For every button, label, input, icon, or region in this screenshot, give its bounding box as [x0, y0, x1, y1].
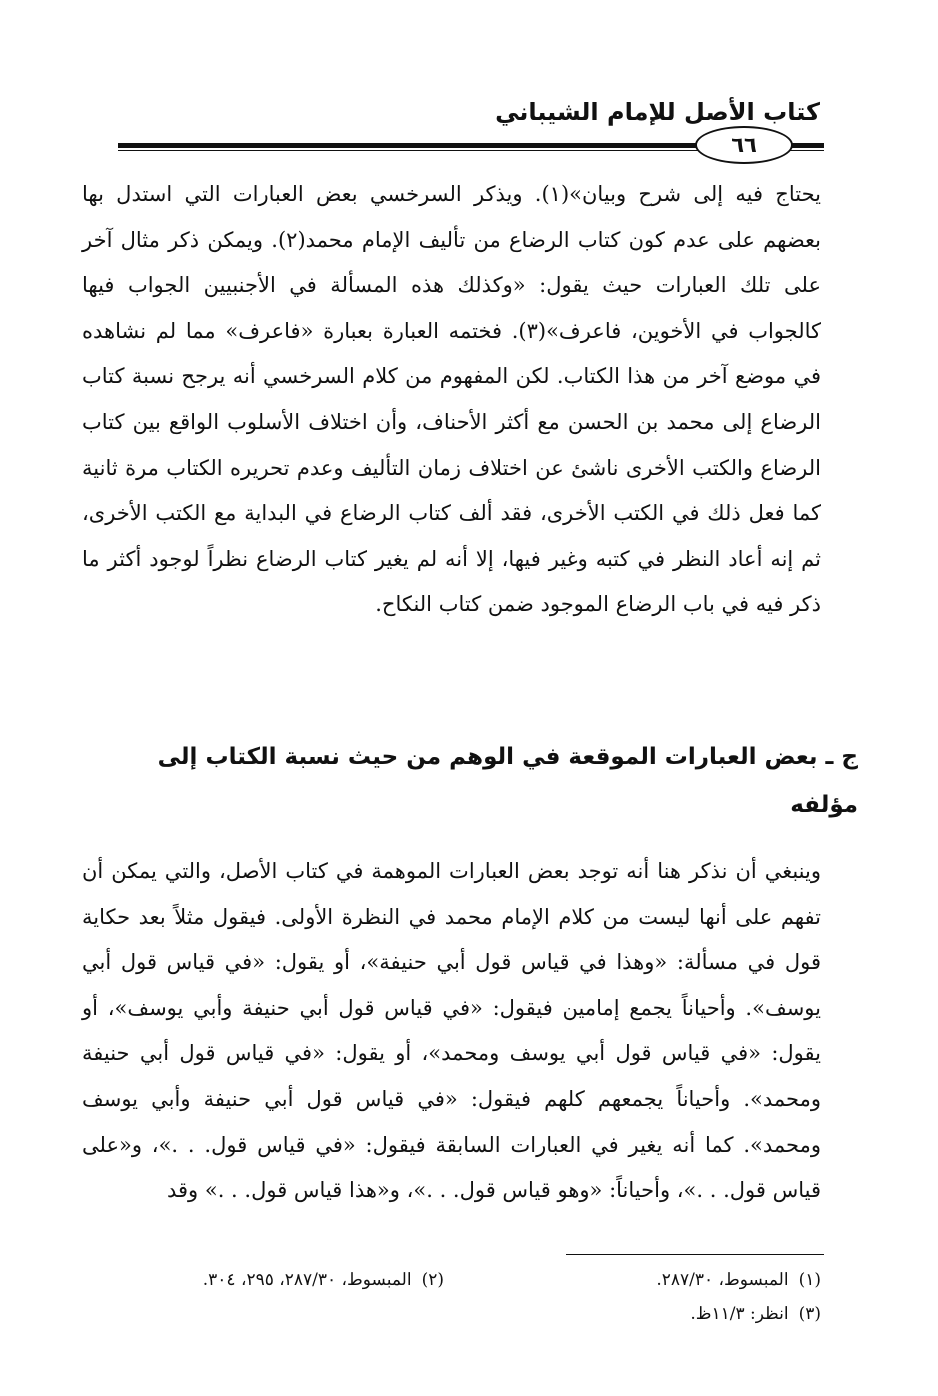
body-paragraph-1: يحتاج فيه إلى شرح وبيان»(١). ويذكر السرخسي بعض العبارات التي استدل بها بعضهم على عدم كون كتاب الرضاع من تأليف الإمام محمد(٢). ويمكن ذكر مثال آخر على تلك العبارات حيث يقول: «وكذلك هذه المسألة في الأجنبيين الجواب فيها كالجواب في الأخوين، فاعرف»(٣). فختمه العبارة بعبارة «فاعرف» مما لم نشاهده في موضع آخر من هذا الكتاب. لكن المفهوم من كلام السرخسي أنه يرجح نسبة كتاب الرضاع إلى محمد بن الحسن مع أكثر الأحناف، وأن اختلاف الأسلوب الواقع بين كتاب الرضاع والكتب الأخرى ناشئ عن اختلاف زمان التأليف وعدم تحريره الكتاب مرة ثانية كما فعل ذلك في الكتب الأخرى، فقد ألف كتاب الرضاع في البداية مع الكتب الأخرى، ثم إنه أعاد النظر في كتبه وغير فيها، إلا أنه لم يغير كتاب الرضاع نظراً لوجود أكثر ما ذكر فيه في باب الرضاع الموجود ضمن كتاب النكاح.	[82, 182, 822, 617]
footnote-2	[203, 1270, 444, 1290]
book-title: كتاب الأصل للإمام الشيباني	[495, 98, 820, 126]
page-number: ٦٦	[695, 126, 793, 164]
footnote-1	[656, 1270, 821, 1290]
footnote-rule	[566, 1254, 824, 1255]
footnote-number: (٢)	[421, 1270, 444, 1290]
body-paragraph-2: وينبغي أن نذكر هنا أنه توجد بعض العبارات الموهمة في كتاب الأصل، والتي يمكن أن تفهم على أنها ليست من كلام الإمام محمد في النظرة الأولى. فيقول مثلاً بعد حكاية قول في مسألة: «وهذا في قياس قول أبي حنيفة»، أو يقول: «في قياس قول أبي يوسف». وأحياناً يجمع إمامين فيقول: «في قياس قول أبي حنيفة وأبي يوسف»، أو يقول: «في قياس قول أبي يوسف ومحمد»، أو يقول: «في قياس قول أبي حنيفة ومحمد». وأحياناً يجمعهم كلهم فيقول: «في قياس قول أبي حنيفة وأبي يوسف ومحمد». كما أنه يغير في العبارات السابقة فيقول: «في قياس قول. . .»، و«على قياس قول. . .»، وأحياناً: «وهو قياس قول. . .»، و«هذا قياس قول. . .» وقد	[82, 859, 821, 1203]
footnote-3	[690, 1304, 821, 1324]
footnote-text: انظر: ١١/٣ظ.	[690, 1304, 789, 1324]
footnote-number: (١)	[798, 1270, 821, 1290]
footnote-text: المبسوط، ٢٨٧/٣٠.	[656, 1270, 789, 1290]
footnote-text: المبسوط، ٢٨٧/٣٠، ٢٩٥، ٣٠٤.	[202, 1270, 412, 1290]
footnote-number: (٣)	[798, 1304, 821, 1324]
section-heading: ج ـ بعض العبارات الموقعة في الوهم من حيث نسبة الكتاب إلى مؤلفه	[157, 744, 858, 818]
